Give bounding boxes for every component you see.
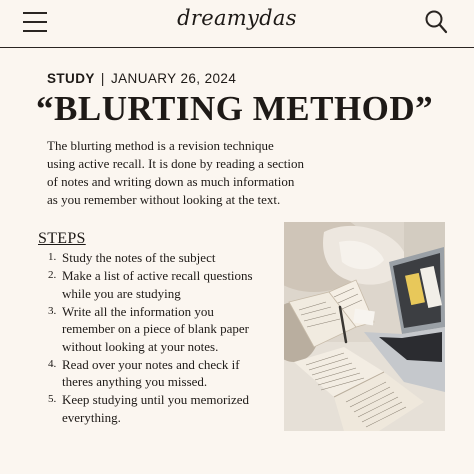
post-meta [47, 71, 236, 86]
post-category[interactable]: STUDY [47, 71, 95, 86]
step-number: 1. [48, 251, 57, 263]
step-line: Study the notes of the subject [62, 250, 216, 265]
step-number: 5. [48, 393, 57, 405]
steps-heading: STEPS [38, 230, 86, 247]
step-text [62, 249, 280, 267]
step-line: Make a list of active recall questions [62, 268, 253, 283]
intro-line: The blurting method is a revision technique [47, 138, 274, 153]
step-line: remember on a piece of blank paper [62, 321, 249, 336]
intro-line: using active recall. It is done by reading a section [47, 156, 305, 171]
post-title: “BLURTING METHOD” [36, 89, 434, 128]
step-text [62, 303, 280, 356]
intro-line: of notes and writing down as much information [47, 174, 295, 189]
site-brand[interactable]: dreamydas [177, 6, 297, 30]
step-text [62, 267, 280, 302]
step-text [62, 356, 280, 391]
step-number: 4. [48, 357, 57, 370]
study-desk-photo [284, 222, 445, 431]
step-text [62, 391, 280, 426]
step-line: theres anything you missed. [62, 374, 208, 389]
steps-list [48, 249, 280, 427]
step-line: while you are studying [62, 285, 181, 301]
post-intro [47, 137, 337, 209]
step-item [48, 356, 280, 391]
step-line: Write all the information you [62, 303, 214, 319]
search-icon[interactable] [424, 9, 448, 35]
step-item [48, 391, 280, 426]
step-line: Read over your notes and check if [62, 356, 240, 372]
meta-separator: | [100, 71, 105, 86]
intro-line: as you remember without looking at the text. [47, 192, 281, 207]
top-bar [0, 0, 474, 48]
step-number: 2. [48, 269, 57, 281]
step-line: Keep studying until you memorized [62, 392, 250, 407]
step-item [48, 249, 280, 267]
step-line: everything. [62, 409, 121, 425]
step-item [48, 303, 280, 356]
post-date: JANUARY 26, 2024 [111, 71, 237, 86]
step-item [48, 267, 280, 302]
step-number: 3. [48, 304, 57, 317]
step-line: without looking at your notes. [62, 338, 219, 354]
